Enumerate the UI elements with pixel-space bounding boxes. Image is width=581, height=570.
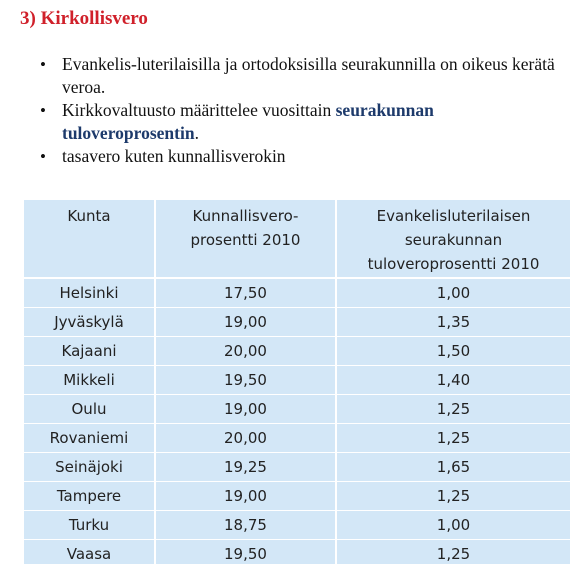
cell-municipal-rate: 20,00 — [155, 424, 336, 453]
bullet-text-pre: Kirkkovaltuusto määrittelee vuosittain — [62, 100, 336, 120]
cell-church-rate: 1,35 — [336, 308, 570, 337]
table-row — [24, 366, 570, 395]
table-row — [24, 308, 570, 337]
cell-municipality: Vaasa — [24, 540, 155, 569]
cell-municipality: Helsinki — [59, 284, 119, 302]
bullet-item-church-council — [40, 99, 560, 145]
cell-municipal-rate: 19,50 — [155, 540, 336, 569]
table-row — [24, 424, 570, 453]
cell-church-rate: 1,00 — [336, 278, 570, 308]
cell-municipal-rate: 20,00 — [155, 337, 336, 366]
cell-municipality: Seinäjoki — [24, 453, 155, 482]
cell-municipality: Kajaani — [24, 337, 155, 366]
header-church-tax-rate: Evankelisluterilaisen seurakunnan tuloveroprosentti 2010 — [336, 200, 570, 278]
bullet-list — [40, 53, 560, 168]
table-row — [24, 453, 570, 482]
cell-church-rate: 1,40 — [336, 366, 570, 395]
cell-municipality: Mikkeli — [24, 366, 155, 395]
table-header-row — [24, 200, 570, 278]
cell-municipality: Jyväskylä — [24, 308, 155, 337]
bullet-item-collection-right — [40, 53, 560, 99]
cell-municipal-rate: 17,50 — [155, 278, 336, 308]
table-row — [24, 511, 570, 540]
cell-municipality: Rovaniemi — [24, 424, 155, 453]
tax-rate-table — [24, 200, 570, 568]
bullet-text: tasavero kuten kunnallisverokin — [62, 146, 286, 166]
section-heading: 3) Kirkollisvero — [20, 8, 148, 29]
cell-church-rate: 1,25 — [336, 482, 570, 511]
table-row — [24, 482, 570, 511]
cell-municipal-rate: 19,00 — [155, 308, 336, 337]
cell-church-rate: 1,65 — [336, 453, 570, 482]
cell-municipality: Turku — [24, 511, 155, 540]
cell-church-rate: 1,25 — [336, 424, 570, 453]
header-municipality: Kunta — [24, 200, 155, 278]
cell-municipal-rate: 18,75 — [155, 511, 336, 540]
cell-church-rate: 1,25 — [336, 540, 570, 569]
header-municipal-tax-rate: Kunnallisvero- prosentti 2010 — [155, 200, 336, 278]
table-row — [24, 337, 570, 366]
cell-church-rate: 1,50 — [336, 337, 570, 366]
cell-municipality: Tampere — [24, 482, 155, 511]
cell-municipal-rate: 19,00 — [155, 482, 336, 511]
cell-municipal-rate: 19,00 — [155, 395, 336, 424]
cell-municipal-rate: 19,25 — [155, 453, 336, 482]
cell-municipality: Oulu — [24, 395, 155, 424]
table-row — [24, 395, 570, 424]
cell-church-rate: 1,25 — [336, 395, 570, 424]
bullet-emphasis-text: seurakunnan tuloveroprosentin — [62, 100, 434, 143]
bullet-text: Evankelis-luterilaisilla ja ortodoksisilla seurakunnilla on oikeus kerätä veroa. — [62, 54, 555, 97]
cell-church-rate: 1,00 — [336, 511, 570, 540]
cell-municipal-rate: 19,50 — [155, 366, 336, 395]
bullet-item-flat-tax — [40, 145, 560, 168]
table-row — [24, 278, 570, 308]
tax-table-container — [24, 200, 570, 564]
table-row — [24, 540, 570, 569]
bullet-text-post: . — [194, 123, 199, 143]
